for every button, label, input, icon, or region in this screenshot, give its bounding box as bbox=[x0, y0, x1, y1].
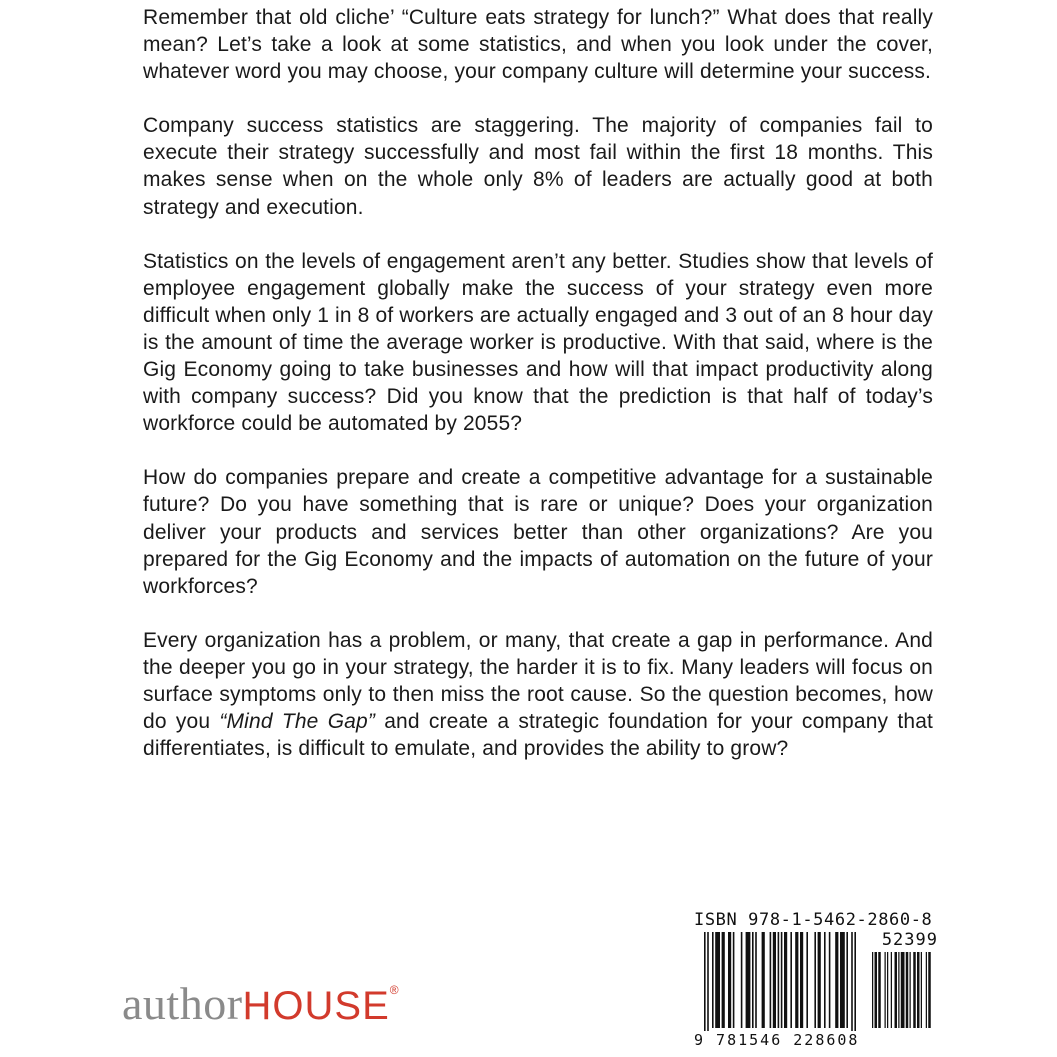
barcode-bar bbox=[921, 952, 922, 1028]
barcode-bar bbox=[800, 932, 803, 1028]
ean-barcode-bars bbox=[704, 932, 864, 1040]
isbn-barcode bbox=[694, 910, 944, 1055]
barcode-bar bbox=[818, 932, 821, 1028]
barcode-bar bbox=[878, 952, 881, 1028]
barcode-bar bbox=[906, 952, 909, 1028]
addon-barcode-bars bbox=[872, 952, 934, 1038]
barcode-bar bbox=[875, 952, 878, 1028]
barcode-bar bbox=[829, 932, 831, 1028]
mind-gap-text-before: Every organization has a problem, or many, that create a gap in performance. And the deeper you go in your strategy, the harder it is to fix. Many leaders will focus on surface symptoms only to then miss the root cause. So the question becomes, how do you bbox=[143, 628, 933, 734]
logo-house-text: HOUSE bbox=[242, 984, 390, 1028]
barcode-bar bbox=[746, 932, 751, 1028]
barcode-bar bbox=[778, 932, 780, 1028]
barcode-bar bbox=[910, 952, 911, 1028]
back-cover-text bbox=[143, 4, 933, 789]
barcode-bar bbox=[901, 952, 905, 1028]
barcode-bar bbox=[741, 932, 743, 1028]
paragraph-engagement: Statistics on the levels of engagement aren’t any better. Studies show that levels of employee engagement globally make the success of your strategy even more difficult when only 1 in 8 of workers are actually engaged and 3 out of an 8 hour day is the amount of time the average worker is productive. With that said, where is the Gig Economy going to take businesses and how will that impact productivity along with company success? Did you know that the prediction is that half of today’s workforce could be automated by 2055? bbox=[143, 249, 933, 436]
barcode-bar bbox=[898, 952, 899, 1028]
barcode-bar bbox=[733, 932, 735, 1028]
barcode-bar bbox=[715, 932, 720, 1028]
price-code: 52399 bbox=[881, 930, 938, 950]
mind-gap-text-after: and create a strategic foundation for your company that differentiates, is difficult to emulate, and provides the ability to grow? bbox=[143, 710, 934, 761]
barcode-bar bbox=[854, 932, 856, 1038]
barcode-bar bbox=[752, 932, 754, 1028]
barcode-bar bbox=[784, 932, 787, 1028]
barcode-bar bbox=[895, 952, 898, 1028]
barcode-bar bbox=[851, 932, 853, 1038]
logo-author-text: author bbox=[122, 978, 243, 1029]
barcode-bar bbox=[891, 952, 892, 1028]
barcode-bar bbox=[790, 932, 792, 1028]
barcode-bar bbox=[704, 932, 706, 1038]
barcode-bar bbox=[824, 932, 826, 1028]
barcode-bar bbox=[712, 932, 714, 1028]
barcode-bar bbox=[928, 952, 931, 1028]
barcode-bar bbox=[728, 932, 731, 1028]
barcode-bar bbox=[770, 932, 772, 1028]
barcode-bar bbox=[773, 932, 776, 1028]
barcode-bar bbox=[913, 952, 916, 1028]
barcode-bar bbox=[835, 932, 838, 1028]
barcode-bar bbox=[917, 952, 920, 1028]
barcode-bar bbox=[846, 932, 848, 1028]
barcode-bar bbox=[755, 932, 757, 1028]
barcode-bar bbox=[887, 952, 888, 1028]
barcode-bar bbox=[840, 932, 845, 1028]
paragraph-competitive-advantage: How do companies prepare and create a competitive advantage for a sustainable future? Do you have something that is rare or unique? Does your organization deliver your products and services better than other organizations? Are you prepared for the Gig Economy and the impacts of automation on the future of your workforces? bbox=[143, 466, 933, 598]
isbn-label: ISBN 978-1-5462-2860-8 bbox=[694, 910, 933, 930]
barcode-bar bbox=[722, 932, 725, 1028]
barcode-bar bbox=[707, 932, 709, 1038]
barcode-bar bbox=[806, 932, 808, 1028]
paragraph-success-statistics: Company success statistics are staggering. The majority of companies fail to execute their strategy successfully and most fail within the first 18 months. This makes sense when on the whole only 8% of leaders are actually good at both strategy and execution. bbox=[143, 114, 933, 219]
barcode-bar bbox=[814, 932, 816, 1028]
barcode-bar bbox=[872, 952, 873, 1028]
barcode-bar bbox=[781, 932, 783, 1028]
authorhouse-logo bbox=[122, 980, 399, 1027]
paragraph-mind-the-gap bbox=[143, 627, 933, 762]
paragraph-culture: Remember that old cliche’ “Culture eats strategy for lunch?” What does that really mean? Let’s take a look at some statistics, and when you look under the cover, whatever word you may choose, your company culture will determine your success. bbox=[143, 6, 933, 84]
barcode-digits: 9 781546 228608 bbox=[694, 1031, 860, 1049]
barcode-bar bbox=[926, 952, 927, 1028]
barcode-bar bbox=[885, 952, 886, 1028]
registered-mark: ® bbox=[389, 983, 399, 997]
mind-the-gap-emphasis: “Mind The Gap” bbox=[219, 710, 375, 734]
barcode-bar bbox=[762, 932, 765, 1028]
barcode-bar bbox=[795, 932, 798, 1028]
